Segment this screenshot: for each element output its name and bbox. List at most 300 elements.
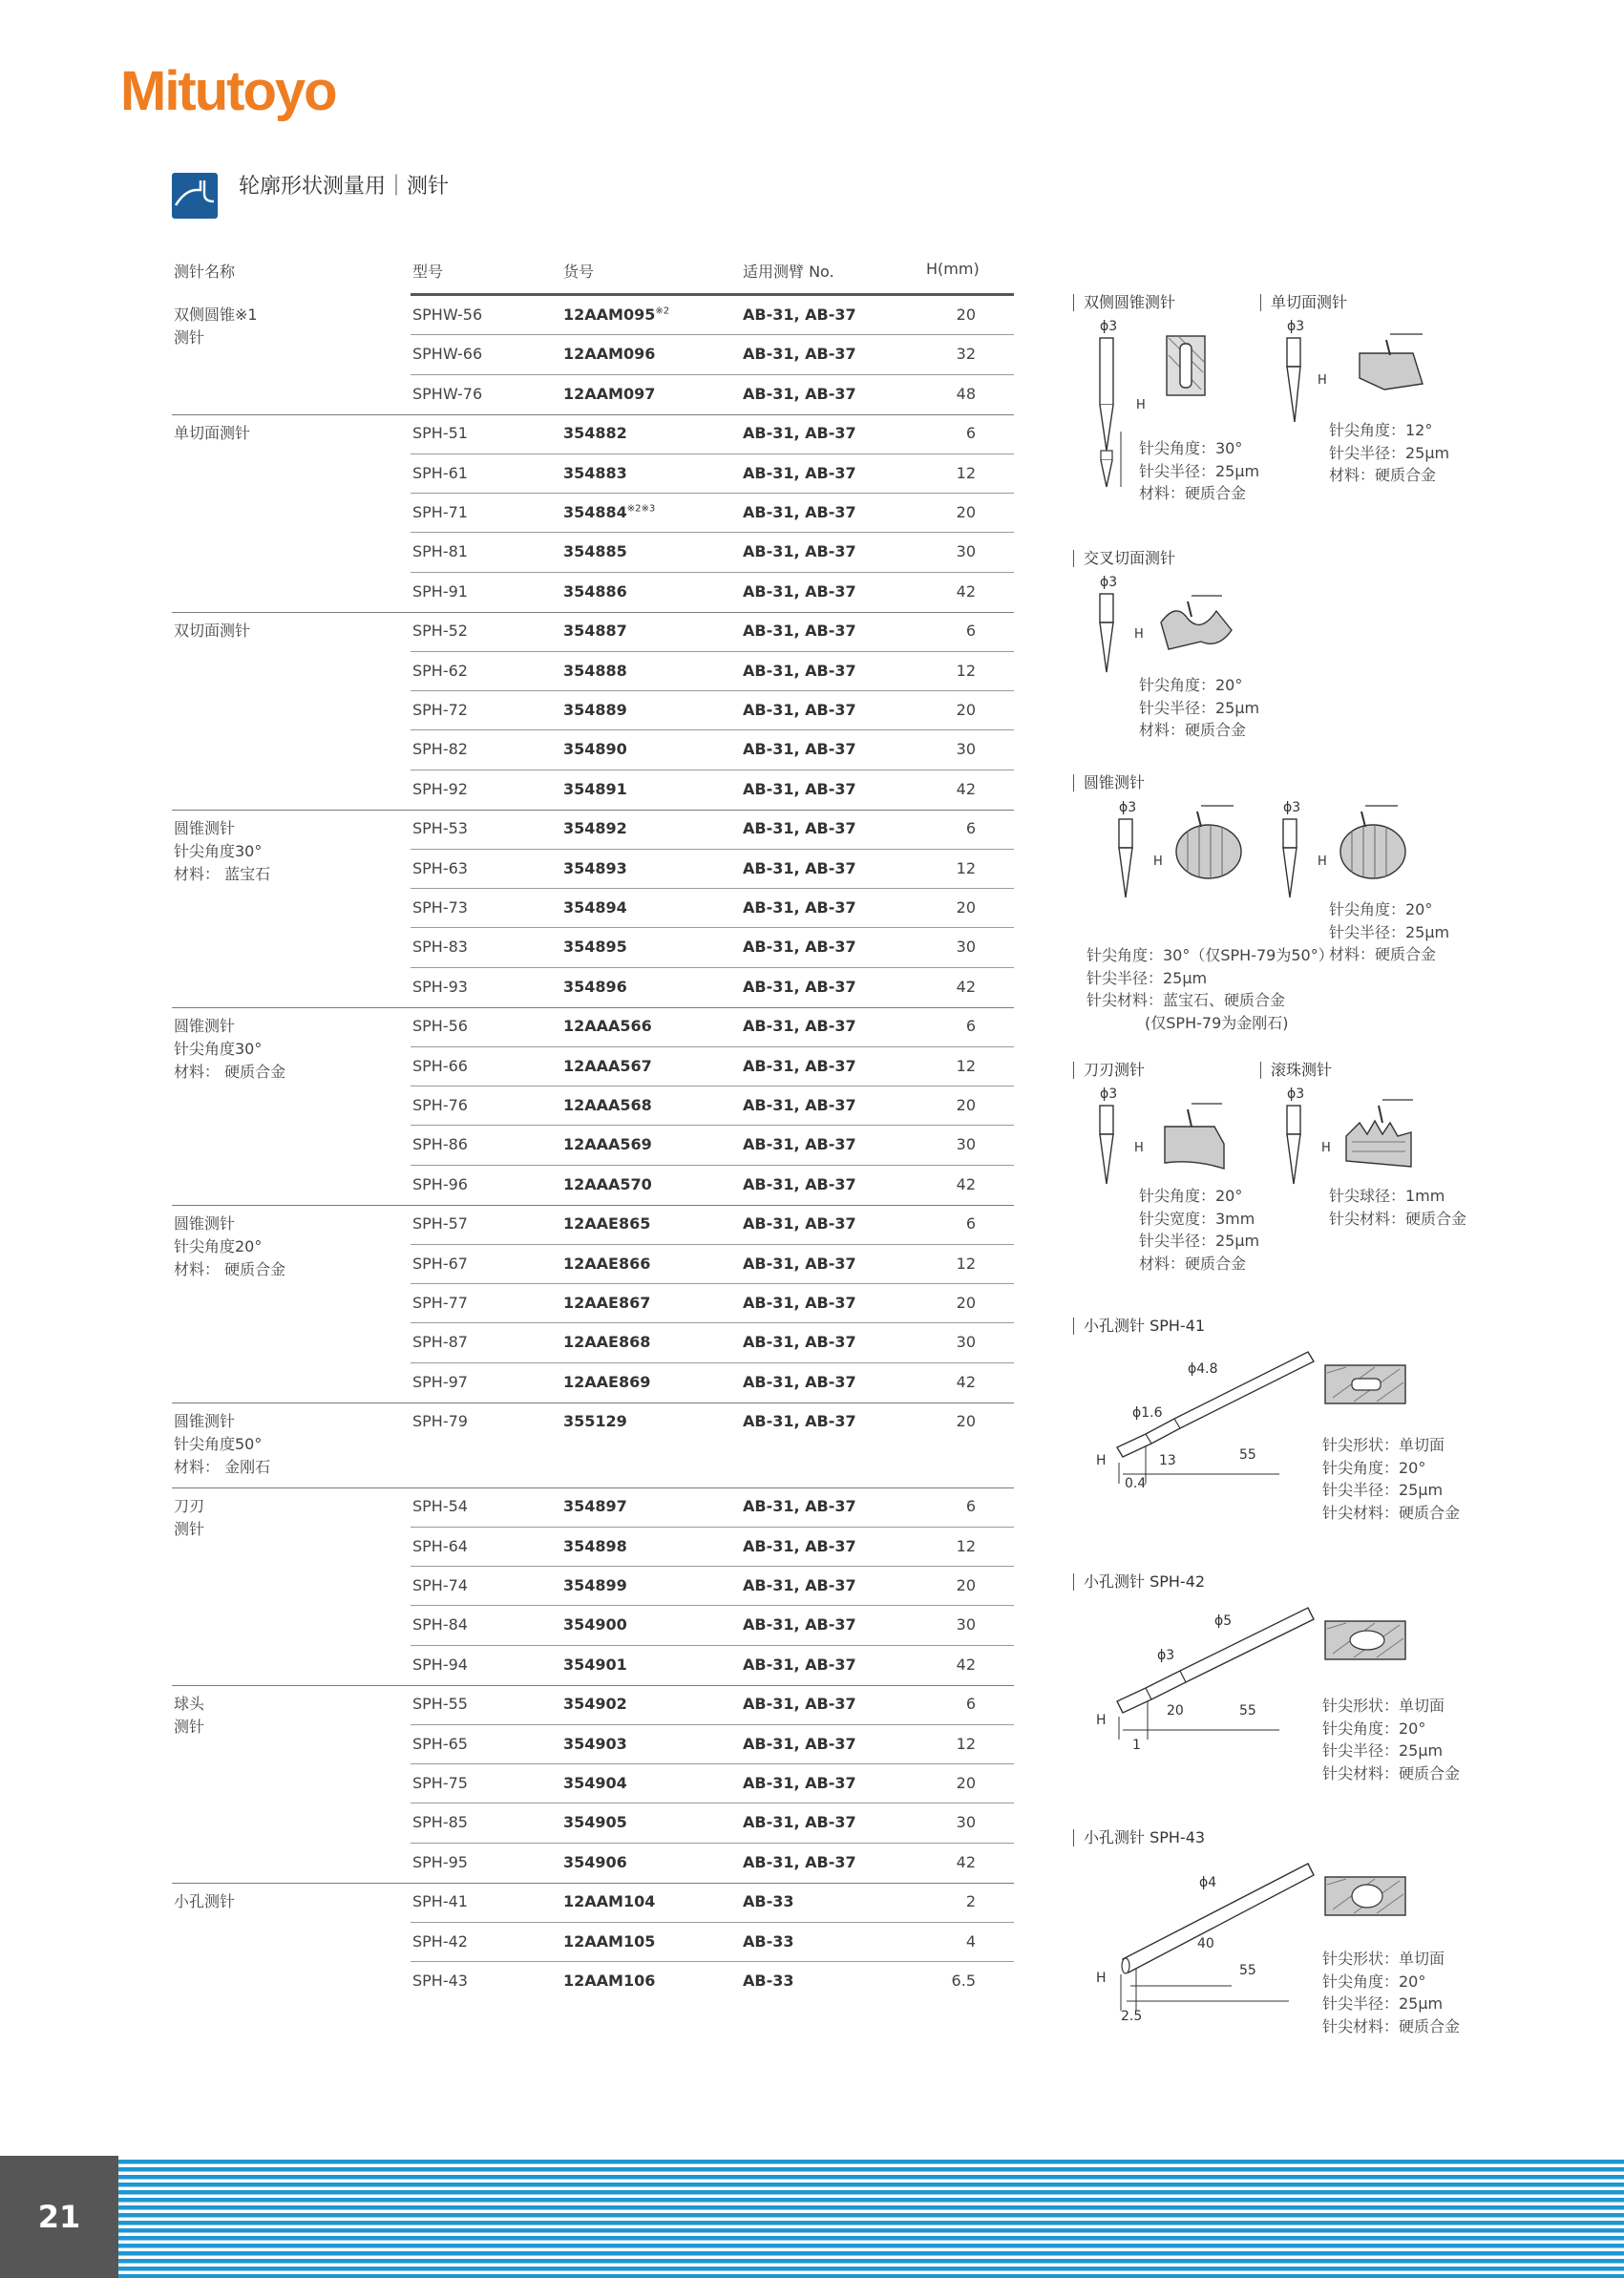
- order-no-cell: [563, 1735, 627, 1753]
- table-row: [411, 1803, 1014, 1843]
- table-group: [172, 612, 1014, 810]
- table-row: [411, 770, 1014, 810]
- order-no-cell: [563, 503, 655, 521]
- order-no: 12AAE867: [563, 1293, 651, 1312]
- spec-single-cut: 针尖角度：12° 针尖半径：25μm 材料：硬质合金: [1329, 421, 1450, 484]
- order-no-cell: [563, 1853, 627, 1871]
- model-cell: SPH-91: [412, 581, 468, 601]
- order-no: 12AAA568: [563, 1095, 652, 1114]
- stylus-name: 圆锥测针 针尖角度50° 材料： 金刚石: [174, 1412, 271, 1477]
- h-cell: 30: [956, 1813, 976, 1832]
- stylus-name: 刀刃 测针: [174, 1497, 205, 1539]
- table-row: [411, 1883, 1014, 1922]
- title-knife: 刀刃测针: [1073, 1062, 1145, 1079]
- title-hole-41: 小孔测针 SPH-41: [1073, 1318, 1205, 1335]
- order-no-cell: [563, 424, 627, 442]
- page-number: 21: [0, 2156, 118, 2278]
- table-row: [411, 1528, 1014, 1567]
- order-no-cell: [563, 1695, 627, 1713]
- title-double-cone: 双侧圆锥测针: [1073, 294, 1175, 311]
- ball-stylus-figure: [1279, 1085, 1432, 1190]
- table-row: [411, 414, 1014, 453]
- h-cell: 20: [956, 1412, 976, 1431]
- model-cell: SPH-86: [412, 1135, 468, 1154]
- arm-cell: AB-31, AB-37: [743, 858, 856, 877]
- table-group: [172, 1883, 1014, 2001]
- spec-double-cone: 针尖角度：30° 针尖半径：25μm 材料：硬质合金: [1139, 439, 1260, 502]
- table-row: [411, 1725, 1014, 1764]
- model-cell: SPH-53: [412, 819, 468, 838]
- h-label: H: [1136, 398, 1146, 412]
- model-cell: SPH-64: [412, 1536, 468, 1555]
- order-no: 12AAM104: [563, 1892, 656, 1911]
- arm-cell: AB-31, AB-37: [743, 424, 856, 443]
- order-no: 354899: [563, 1575, 627, 1594]
- arm-cell: AB-31, AB-37: [743, 1017, 856, 1036]
- table-group: [172, 296, 1014, 414]
- arm-cell: AB-31, AB-37: [743, 1412, 856, 1431]
- table-group: [172, 810, 1014, 1007]
- title-hole-43: 小孔测针 SPH-43: [1073, 1829, 1205, 1846]
- h-cell: 6: [965, 819, 976, 838]
- model-cell: SPH-83: [412, 938, 468, 957]
- model-cell: SPH-57: [412, 1214, 468, 1234]
- table-row: [411, 1487, 1014, 1527]
- table-row: [411, 1126, 1014, 1165]
- title-hole-42: 小孔测针 SPH-42: [1073, 1573, 1205, 1591]
- model-cell: SPH-56: [412, 1017, 468, 1036]
- order-no-cell: [563, 1497, 627, 1515]
- arm-cell: AB-31, AB-37: [743, 1095, 856, 1114]
- model-cell: SPHW-56: [412, 306, 483, 324]
- stylus-name: 双切面测针: [174, 622, 251, 641]
- header-name: 测针名称: [174, 263, 236, 281]
- arm-cell: AB-31, AB-37: [743, 1174, 856, 1193]
- arm-cell: AB-33: [743, 1892, 794, 1911]
- table-row: [411, 889, 1014, 928]
- header-order-no: 货号: [563, 263, 595, 281]
- model-cell: SPH-63: [412, 858, 468, 877]
- footer-stripe: [118, 2190, 1624, 2195]
- title-cross-cut: 交叉切面测针: [1073, 550, 1175, 567]
- stylus-name: 圆锥测针 针尖角度30° 材料： 蓝宝石: [174, 819, 271, 884]
- model-cell: SPH-65: [412, 1734, 468, 1753]
- stylus-name: 圆锥测针 针尖角度30° 材料： 硬质合金: [174, 1017, 286, 1082]
- order-no-cell: [563, 1972, 655, 1990]
- table-row: [411, 454, 1014, 494]
- arm-cell: AB-31, AB-37: [743, 700, 856, 719]
- stylus-name: 双侧圆锥※1 测针: [174, 306, 258, 347]
- table-row: [411, 652, 1014, 691]
- order-no-cell: [563, 819, 627, 837]
- order-no-cell: [563, 1576, 627, 1594]
- model-cell: SPH-71: [412, 502, 468, 521]
- title-single-cut: 单切面测针: [1260, 294, 1347, 311]
- model-cell: SPHW-66: [412, 345, 483, 364]
- order-no: 354896: [563, 977, 627, 996]
- order-no: 354903: [563, 1734, 627, 1753]
- footer-stripe: [118, 2259, 1624, 2264]
- model-cell: SPH-76: [412, 1095, 468, 1114]
- h-cell: 20: [956, 1575, 976, 1594]
- h-cell: 12: [956, 1254, 976, 1273]
- arm-cell: AB-31, AB-37: [743, 819, 856, 838]
- dim-d-small: ϕ1.6: [1132, 1405, 1163, 1421]
- dim-h: H: [1096, 1453, 1107, 1468]
- spec-hole-42: 针尖形状：单切面 针尖角度：20° 针尖半径：25μm 针尖材料：硬质合金: [1322, 1697, 1461, 1782]
- order-no: 354891: [563, 779, 627, 798]
- arm-cell: AB-31, AB-37: [743, 502, 856, 521]
- table-row: [411, 1567, 1014, 1606]
- h-cell: 20: [956, 897, 976, 917]
- arm-cell: AB-33: [743, 1931, 794, 1951]
- table-row: [411, 968, 1014, 1007]
- order-no: 354890: [563, 740, 627, 759]
- h-cell: 20: [956, 700, 976, 719]
- order-no-cell: [563, 978, 627, 996]
- order-no: 354882: [563, 424, 627, 443]
- h-cell: 12: [956, 1536, 976, 1555]
- phi3-label: ϕ3: [1100, 319, 1118, 334]
- stylus-name: 圆锥测针 针尖角度20° 材料： 硬质合金: [174, 1214, 286, 1279]
- h-cell: 6: [965, 1695, 976, 1714]
- order-no-cell: [563, 1255, 650, 1273]
- arm-cell: AB-31, AB-37: [743, 1734, 856, 1753]
- footer-stripe: [118, 2221, 1624, 2225]
- order-no: 354905: [563, 1813, 627, 1832]
- order-no-cell: [563, 1932, 655, 1951]
- order-no-cell: [563, 859, 627, 877]
- spec-hole-43: 针尖形状：单切面 针尖角度：20° 针尖半径：25μm 针尖材料：硬质合金: [1322, 1950, 1461, 2035]
- table-row: [411, 1245, 1014, 1284]
- model-cell: SPH-51: [412, 424, 468, 443]
- order-no: 12AAA566: [563, 1017, 652, 1036]
- table-row: [411, 1646, 1014, 1685]
- footer-stripe: [118, 2183, 1624, 2187]
- model-cell: SPH-97: [412, 1372, 468, 1391]
- h-cell: 6: [965, 622, 976, 641]
- arm-cell: AB-31, AB-37: [743, 977, 856, 996]
- h-cell: 6: [965, 1497, 976, 1516]
- order-no: 12AAM095: [563, 306, 656, 324]
- arm-cell: AB-31, AB-37: [743, 542, 856, 561]
- h-cell: 12: [956, 1734, 976, 1753]
- order-no: 354889: [563, 700, 627, 719]
- footer-stripe: [118, 2251, 1624, 2256]
- order-no: 355129: [563, 1412, 627, 1431]
- arm-cell: AB-31, AB-37: [743, 622, 856, 641]
- footnote-mark: ※2: [655, 306, 670, 317]
- stylus-name: 球头 测针: [174, 1695, 205, 1737]
- h-cell: 30: [956, 1333, 976, 1352]
- h-cell: 2: [965, 1892, 976, 1911]
- dim-d-large: ϕ4.8: [1188, 1361, 1218, 1377]
- order-no-cell: [563, 1373, 650, 1391]
- order-no: 354895: [563, 938, 627, 957]
- cone-stylus-figure-left: [1115, 798, 1258, 903]
- arm-cell: AB-31, AB-37: [743, 1773, 856, 1792]
- arm-cell: AB-31, AB-37: [743, 897, 856, 917]
- table-row: [411, 1403, 1014, 1487]
- spec-ball: 针尖球径：1mm 针尖材料：硬质合金: [1329, 1187, 1467, 1228]
- table-row: [411, 1764, 1014, 1803]
- order-no-cell: [563, 898, 627, 917]
- order-no-cell: [563, 1017, 652, 1035]
- single-cut-stylus-figure: [1279, 317, 1432, 422]
- order-no-cell: [563, 740, 627, 758]
- svg-text:ϕ3: ϕ3: [1287, 1086, 1305, 1102]
- arm-cell: AB-31, AB-37: [743, 661, 856, 680]
- footer-stripe: [118, 2228, 1624, 2233]
- arm-cell: AB-31, AB-37: [743, 306, 856, 324]
- arm-cell: AB-31, AB-37: [743, 1615, 856, 1635]
- title-ball: 滚珠测针: [1260, 1062, 1332, 1079]
- h-cell: 12: [956, 1056, 976, 1075]
- arm-cell: AB-31, AB-37: [743, 779, 856, 798]
- table-row: [411, 691, 1014, 730]
- order-no: 354892: [563, 819, 627, 838]
- dim-d-small: ϕ3: [1157, 1648, 1175, 1663]
- h-cell: 42: [956, 779, 976, 798]
- order-no: 12AAM096: [563, 345, 656, 364]
- order-no: 12AAE866: [563, 1254, 651, 1273]
- table-group: [172, 414, 1014, 612]
- h-cell: 42: [956, 1655, 976, 1674]
- model-cell: SPH-75: [412, 1773, 468, 1792]
- footer-stripe: [118, 2213, 1624, 2218]
- table-row: [411, 1923, 1014, 1962]
- arm-cell: AB-31, AB-37: [743, 1536, 856, 1555]
- table-row: [411, 1962, 1014, 2001]
- svg-text:H: H: [1318, 373, 1327, 388]
- spec-cross-cut: 针尖角度：20° 针尖半径：25μm 材料：硬质合金: [1139, 676, 1260, 739]
- dim-len-a: 13: [1159, 1453, 1176, 1468]
- arm-cell: AB-31, AB-37: [743, 384, 856, 403]
- h-cell: 48: [956, 384, 976, 403]
- order-no-cell: [563, 1892, 655, 1910]
- order-no-cell: [563, 1096, 652, 1114]
- spec-cone-left: 针尖角度：30°（仅SPH-79为50°） 针尖半径：25μm 针尖材料：蓝宝石、硬质合金 (仅SPH-79为金刚石): [1086, 946, 1334, 1032]
- table-group: [172, 1007, 1014, 1205]
- order-no-cell: [563, 1057, 652, 1075]
- arm-cell: AB-31, AB-37: [743, 1293, 856, 1312]
- arm-cell: AB-31, AB-37: [743, 1135, 856, 1154]
- order-no-cell: [563, 701, 627, 719]
- cross-cut-stylus-figure: [1088, 573, 1251, 678]
- h-cell: 6.5: [951, 1971, 976, 1990]
- dim-tip: 1: [1132, 1738, 1141, 1749]
- arm-cell: AB-31, AB-37: [743, 1056, 856, 1075]
- svg-text:H: H: [1318, 854, 1327, 869]
- model-cell: SPH-96: [412, 1174, 468, 1193]
- order-no: 12AAE868: [563, 1333, 651, 1352]
- footer-stripe: [118, 2198, 1624, 2203]
- dim-len-b: 55: [1239, 1703, 1256, 1719]
- order-no-cell: [563, 1537, 627, 1555]
- order-no: 354902: [563, 1695, 627, 1714]
- h-cell: 30: [956, 740, 976, 759]
- table-row: [411, 494, 1014, 533]
- model-cell: SPH-72: [412, 700, 468, 719]
- svg-text:ϕ3: ϕ3: [1100, 575, 1118, 590]
- order-no: 12AAA569: [563, 1135, 652, 1154]
- model-cell: SPH-84: [412, 1615, 468, 1635]
- model-cell: SPH-94: [412, 1655, 468, 1674]
- arm-cell: AB-31, AB-37: [743, 1254, 856, 1273]
- table-row: [411, 1685, 1014, 1724]
- h-cell: 20: [956, 1293, 976, 1312]
- spec-cone-right: 针尖角度：20° 针尖半径：25μm 材料：硬质合金: [1329, 900, 1450, 963]
- order-no: 354887: [563, 622, 627, 641]
- h-cell: 20: [956, 1773, 976, 1792]
- order-no-cell: [563, 1656, 627, 1674]
- model-cell: SPH-85: [412, 1813, 468, 1832]
- dim-tip: 0.4: [1125, 1476, 1147, 1491]
- title-cone: 圆锥测针: [1073, 774, 1145, 791]
- model-cell: SPH-62: [412, 661, 468, 680]
- dim-d-large: ϕ5: [1214, 1614, 1233, 1629]
- dim-h: H: [1096, 1971, 1107, 1986]
- arm-cell: AB-31, AB-37: [743, 1813, 856, 1832]
- dim-d-large: ϕ4: [1199, 1875, 1217, 1890]
- table-row: [411, 1086, 1014, 1126]
- model-cell: SPH-74: [412, 1575, 468, 1594]
- svg-text:ϕ3: ϕ3: [1100, 1086, 1118, 1102]
- h-cell: 20: [956, 1095, 976, 1114]
- order-no-cell: [563, 464, 627, 482]
- model-cell: SPH-73: [412, 897, 468, 917]
- cone-stylus-figure-right: [1279, 798, 1423, 903]
- svg-text:H: H: [1134, 1141, 1144, 1155]
- h-cell: 42: [956, 977, 976, 996]
- order-no: 12AAE869: [563, 1372, 651, 1391]
- order-no: 354897: [563, 1497, 627, 1516]
- footer-stripe: [118, 2274, 1624, 2278]
- order-no-cell: [563, 306, 669, 324]
- header-model: 型号: [412, 263, 444, 281]
- table-row: [411, 1363, 1014, 1403]
- h-cell: 12: [956, 858, 976, 877]
- model-cell: SPH-92: [412, 779, 468, 798]
- order-no-cell: [563, 345, 655, 363]
- dim-len-b: 55: [1239, 1447, 1256, 1463]
- table-row: [411, 1323, 1014, 1362]
- brand-logo: Mitutoyo: [120, 60, 336, 122]
- model-cell: SPH-41: [412, 1892, 468, 1911]
- spec-knife: 针尖角度：20° 针尖宽度：3mm 针尖半径：25μm 材料：硬质合金: [1139, 1187, 1260, 1273]
- svg-text:ϕ3: ϕ3: [1119, 800, 1137, 815]
- h-cell: 20: [956, 502, 976, 521]
- order-no: 354906: [563, 1852, 627, 1871]
- h-cell: 42: [956, 1852, 976, 1871]
- model-cell: SPH-55: [412, 1695, 468, 1714]
- order-no-cell: [563, 385, 655, 403]
- footer-stripe: [118, 2244, 1624, 2248]
- order-no-cell: [563, 662, 627, 680]
- table-row: [411, 1166, 1014, 1205]
- model-cell: SPH-43: [412, 1971, 468, 1990]
- h-cell: 30: [956, 938, 976, 957]
- order-no-cell: [563, 1615, 627, 1634]
- order-no: 354888: [563, 661, 627, 680]
- svg-text:H: H: [1153, 854, 1163, 869]
- order-no-cell: [563, 1774, 627, 1792]
- order-no: 12AAM106: [563, 1971, 656, 1990]
- h-cell: 32: [956, 345, 976, 364]
- order-no: 354884: [563, 502, 627, 521]
- footnote-mark: ※2※3: [626, 503, 656, 515]
- order-no-cell: [563, 622, 627, 640]
- dim-len-a: 40: [1197, 1936, 1214, 1951]
- h-cell: 20: [956, 306, 976, 324]
- footer-stripe: [118, 2167, 1624, 2172]
- h-cell: 12: [956, 661, 976, 680]
- table-row: [411, 573, 1014, 612]
- model-cell: SPHW-76: [412, 384, 483, 403]
- h-cell: 6: [965, 1214, 976, 1234]
- arm-cell: AB-31, AB-37: [743, 740, 856, 759]
- header-arm: 适用测臂 No.: [743, 263, 834, 281]
- svg-text:ϕ3: ϕ3: [1287, 319, 1305, 334]
- svg-text:H: H: [1321, 1141, 1331, 1155]
- order-no: 354893: [563, 858, 627, 877]
- table-row: [411, 1284, 1014, 1323]
- arm-cell: AB-31, AB-37: [743, 1214, 856, 1234]
- h-cell: 42: [956, 1174, 976, 1193]
- arm-cell: AB-33: [743, 1971, 794, 1990]
- table-row: [411, 612, 1014, 651]
- spec-hole-41: 针尖形状：单切面 针尖角度：20° 针尖半径：25μm 针尖材料：硬质合金: [1322, 1436, 1461, 1522]
- model-cell: SPH-79: [412, 1412, 468, 1431]
- table-group: [172, 1403, 1014, 1487]
- table-group: [172, 1685, 1014, 1883]
- stylus-name: 单切面测针: [174, 424, 251, 443]
- dim-tip: 2.5: [1121, 2009, 1143, 2024]
- svg-text:ϕ3: ϕ3: [1283, 800, 1301, 815]
- order-no: 12AAA567: [563, 1056, 652, 1075]
- order-no-cell: [563, 1333, 650, 1351]
- footer-stripes: [0, 2156, 1624, 2278]
- order-no: 354904: [563, 1773, 627, 1792]
- order-no: 354894: [563, 897, 627, 917]
- h-cell: 42: [956, 1372, 976, 1391]
- svg-text:H: H: [1134, 627, 1144, 642]
- dim-h: H: [1096, 1713, 1107, 1728]
- model-cell: SPH-54: [412, 1497, 468, 1516]
- arm-cell: AB-31, AB-37: [743, 938, 856, 957]
- model-cell: SPH-95: [412, 1852, 468, 1871]
- table-row: [411, 810, 1014, 849]
- header-h: H(mm): [926, 260, 980, 278]
- model-cell: SPH-52: [412, 622, 468, 641]
- h-cell: 6: [965, 1017, 976, 1036]
- model-cell: SPH-93: [412, 977, 468, 996]
- h-cell: 30: [956, 542, 976, 561]
- table-row: [411, 928, 1014, 967]
- table-group: [172, 1487, 1014, 1685]
- order-no: 354901: [563, 1655, 627, 1674]
- knife-stylus-figure: [1088, 1085, 1251, 1190]
- footer-stripe: [118, 2160, 1624, 2164]
- model-cell: SPH-61: [412, 463, 468, 482]
- dim-len-b: 55: [1239, 1963, 1256, 1978]
- order-no-cell: [563, 582, 627, 601]
- table-row: [411, 533, 1014, 572]
- order-no-cell: [563, 1135, 652, 1153]
- footer-stripe: [118, 2175, 1624, 2180]
- arm-cell: AB-31, AB-37: [743, 1655, 856, 1674]
- arm-cell: AB-31, AB-37: [743, 1333, 856, 1352]
